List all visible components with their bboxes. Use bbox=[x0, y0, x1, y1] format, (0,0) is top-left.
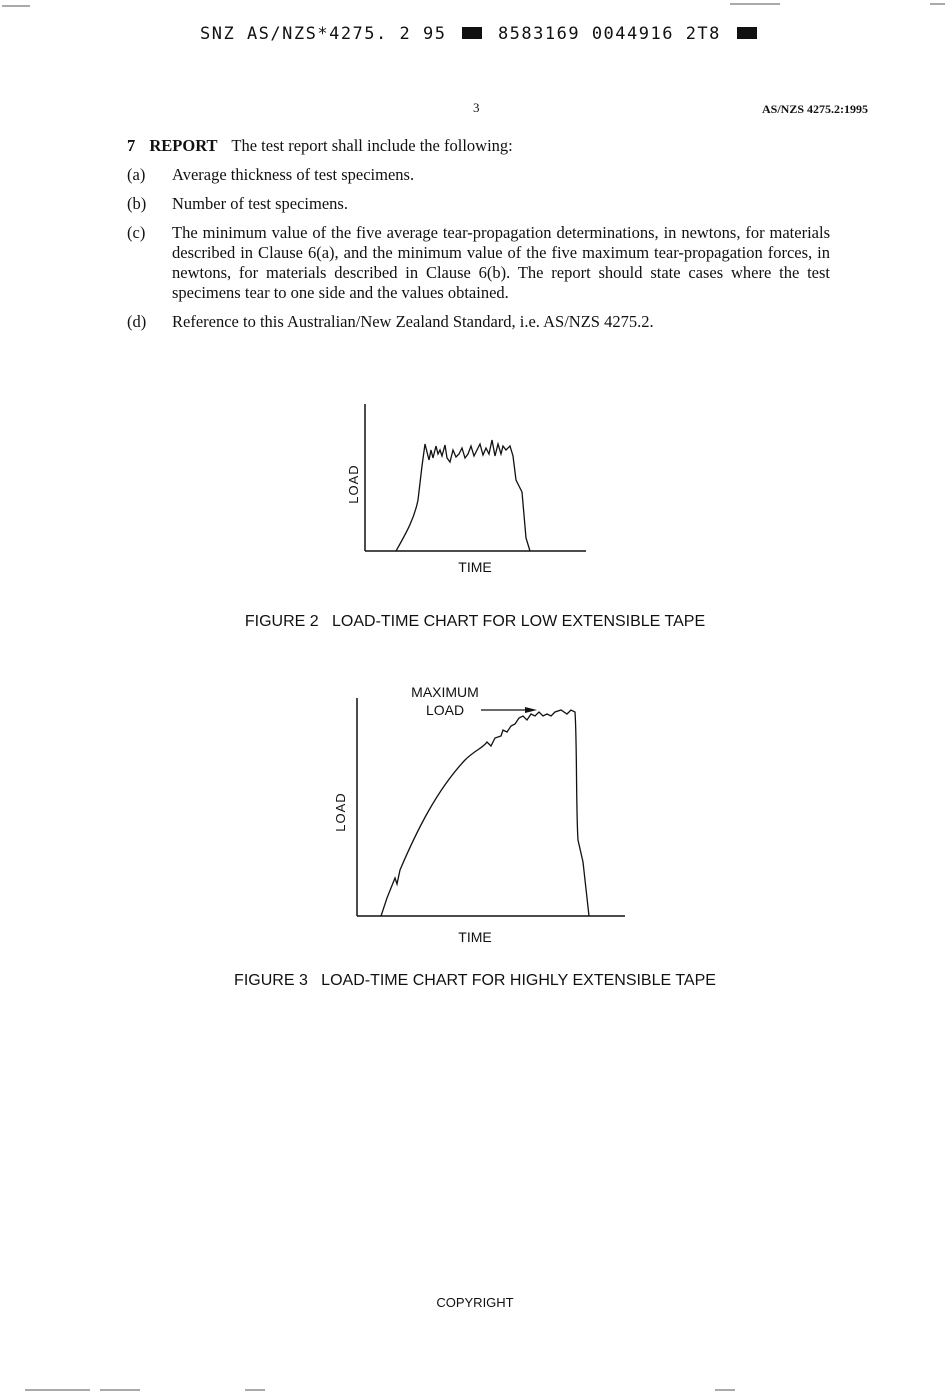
figure-3-caption: FIGURE 3 LOAD-TIME CHART FOR HIGHLY EXTENSIBLE TAPE bbox=[234, 972, 716, 989]
item-text: Reference to this Australian/New Zealand Standard, i.e. AS/NZS 4275.2. bbox=[172, 312, 654, 331]
section-title: REPORT bbox=[149, 136, 218, 155]
item-text: Number of test specimens. bbox=[172, 194, 348, 213]
standard-reference: AS/NZS 4275.2:1995 bbox=[761, 102, 868, 116]
item-label: (a) bbox=[127, 165, 146, 184]
y-axis-label: LOAD bbox=[333, 792, 348, 832]
page-number: 3 bbox=[473, 100, 480, 115]
figure-2-caption: FIGURE 2 LOAD-TIME CHART FOR LOW EXTENSIBLE TAPE bbox=[244, 613, 706, 630]
section-heading bbox=[127, 136, 830, 156]
barcode-block bbox=[737, 27, 757, 39]
item-text: Average thickness of test specimens. bbox=[172, 165, 415, 184]
item-label: (d) bbox=[127, 312, 147, 331]
list-item bbox=[127, 312, 830, 332]
list-item bbox=[127, 165, 830, 185]
document-code: SNZ AS/NZS*4275. 2 95 bbox=[200, 24, 447, 44]
figure-3-chart bbox=[325, 680, 635, 950]
section-number: 7 bbox=[127, 136, 136, 155]
list-item bbox=[127, 194, 830, 214]
figure-2-chart bbox=[330, 400, 600, 580]
arrow-head-icon bbox=[525, 707, 537, 713]
section-intro: The test report shall include the following: bbox=[231, 136, 513, 155]
item-label: (b) bbox=[127, 194, 147, 213]
barcode-block bbox=[462, 27, 482, 39]
item-label: (c) bbox=[127, 223, 146, 242]
load-time-curve bbox=[396, 440, 530, 551]
item-text: The minimum value of the five average tear-propagation determinations, in newtons, for materials described in Clause 6(a), and the minimum value of the five maximum tear-propagation forces, in newtons, for materials described in Clause 6(b). The report should state cases where the test specimens tear to one side and the values obtained. bbox=[172, 223, 830, 302]
x-axis-label: TIME bbox=[458, 929, 492, 945]
document-id-line bbox=[200, 24, 760, 44]
x-axis-label: TIME bbox=[458, 559, 492, 575]
footer-copyright: COPYRIGHT bbox=[436, 1295, 514, 1310]
load-time-curve bbox=[381, 710, 589, 916]
document-serial: 8583169 0044916 2T8 bbox=[497, 24, 721, 44]
y-axis-label: LOAD bbox=[346, 464, 361, 504]
report-section bbox=[127, 136, 830, 341]
list-item bbox=[127, 223, 830, 303]
annotation-load: LOAD bbox=[425, 702, 465, 718]
annotation-maximum: MAXIMUM bbox=[411, 684, 479, 700]
